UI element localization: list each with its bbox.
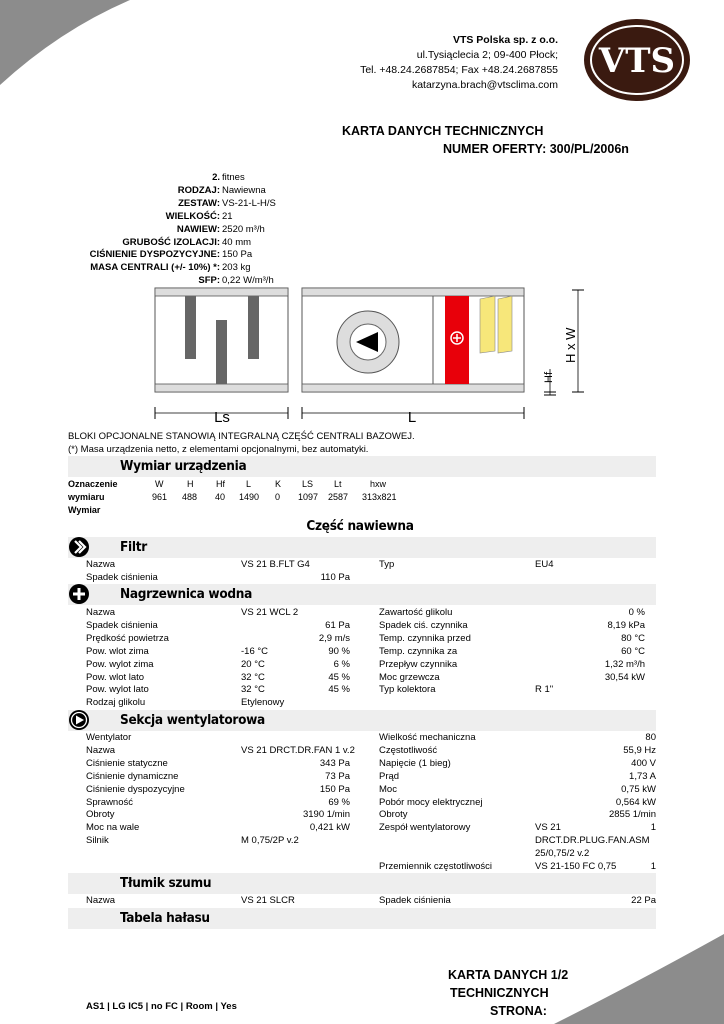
dim-value: 0: [275, 492, 281, 502]
table-cell: 0,75 kW: [621, 783, 656, 795]
doc-title: KARTA DANYCH TECHNICZNYCH: [342, 124, 544, 138]
heater-band: [68, 584, 656, 605]
table-row: [86, 696, 656, 709]
footer-line-2: TECHNICZNYCH: [450, 986, 549, 1000]
table-cell: 61 Pa: [325, 619, 350, 631]
table-cell: DRCT.DR.PLUG.FAN.ASM: [535, 835, 650, 847]
table-cell: 20 °C: [241, 658, 265, 670]
param-value: 40 mm: [222, 236, 252, 248]
table-cell: 45 %: [328, 671, 350, 683]
table-cell: Pobór mocy elektrycznej: [379, 796, 483, 808]
fan-play-icon: [69, 710, 89, 730]
table-row: [86, 796, 656, 809]
table-cell: 343 Pa: [319, 757, 350, 769]
table-cell: 150 Pa: [319, 783, 350, 795]
param-key: SFP:: [198, 275, 220, 287]
footer-line-3: STRONA:: [490, 1004, 547, 1018]
table-cell: Nazwa: [86, 559, 116, 570]
param-value: 2520 m³/h: [222, 223, 265, 235]
table-cell: 110 Pa: [320, 571, 350, 583]
table-cell: Temp. czynnika za: [379, 645, 458, 657]
param-key: RODZAJ:: [177, 184, 220, 196]
table-cell: Obroty: [379, 809, 408, 821]
svg-text:H x W: H x W: [563, 327, 578, 363]
dimensions-table: [68, 478, 468, 518]
param-key: WIELKOŚĆ:: [165, 210, 220, 222]
svg-text:Hf: Hf: [543, 372, 555, 383]
note-optional-blocks: BLOKI OPCJONALNE STANOWIĄ INTEGRALNĄ CZĘŚĆ CENTRALI BAZOWEJ.: [68, 431, 415, 442]
table-row: [86, 683, 656, 696]
note-mass: (*) Masa urządzenia netto, z elementami opcjonalnymi, bez automatyki.: [68, 444, 369, 455]
footer-config: AS1 | LG IC5 | no FC | Room | Yes: [86, 1001, 237, 1012]
param-key: CIŚNIENIE DYSPOZYCYJNE:: [89, 249, 220, 261]
fan-band: [68, 710, 656, 731]
table-cell: Pow. wlot lato: [86, 671, 145, 683]
filter-icon: [69, 537, 89, 557]
unit-drawing: [150, 285, 590, 430]
table-row: [86, 821, 656, 834]
logo-text: VTS: [598, 41, 676, 81]
table-row: [86, 744, 656, 757]
footer-line-1: KARTA DANYCH 1/2: [448, 968, 569, 982]
dim-header: hxw: [370, 479, 387, 489]
company-header: [360, 33, 558, 93]
table-cell: Spadek ciś. czynnika: [379, 619, 468, 631]
table-cell: Typ kolektora: [379, 684, 436, 696]
corner-decoration-top: [0, 0, 140, 90]
table-cell: -16 °C: [241, 645, 269, 657]
table-cell: 60 °C: [621, 645, 645, 657]
table-cell: M 0,75/2P v.2: [241, 835, 299, 847]
table-cell: 32 °C: [241, 671, 265, 683]
table-cell: Temp. czynnika przed: [379, 632, 471, 644]
table-row: [86, 808, 656, 821]
dimensions-band: [68, 456, 656, 477]
table-row: [86, 847, 656, 860]
table-cell: Moc na wale: [86, 822, 140, 834]
table-cell: 0,564 kW: [615, 796, 656, 808]
param-value: fitnes: [222, 172, 245, 183]
table-row: [86, 783, 656, 796]
table-cell: Nazwa: [86, 744, 116, 756]
table-cell: Obroty: [86, 809, 115, 821]
param-key: GRUBOŚĆ IZOLACJI:: [122, 236, 220, 248]
table-row: [86, 606, 656, 619]
table-cell: Rodzaj glikolu: [86, 697, 146, 709]
dim-value: 2587: [328, 492, 349, 502]
dim-header: LS: [302, 479, 314, 489]
filter-title: Filtr: [120, 539, 147, 555]
dimensions-title: Wymiar urządzenia: [120, 458, 247, 474]
svg-text:L: L: [407, 409, 417, 426]
table-cell: Nazwa: [86, 895, 116, 906]
table-cell: Etylenowy: [241, 697, 285, 709]
silencer-band: [68, 873, 656, 894]
noise-title: Tabela hałasu: [120, 910, 210, 926]
heater-plus-icon: [69, 584, 89, 604]
table-row: [86, 571, 656, 584]
table-cell: Nazwa: [86, 607, 116, 618]
table-cell: 6 %: [333, 658, 350, 670]
section-title: Część nawiewna: [306, 518, 414, 534]
table-cell: Zawartość glikolu: [379, 607, 453, 618]
corner-decoration-bottom: [554, 934, 724, 1024]
table-cell: VS 21 DRCT.DR.FAN 1 v.2: [241, 744, 355, 756]
table-cell: 55,9 Hz: [623, 744, 656, 756]
dim-header: W: [155, 479, 164, 489]
table-cell: Częstotliwość: [379, 744, 438, 756]
table-row: [86, 658, 656, 671]
table-cell: 0,421 kW: [309, 822, 350, 834]
table-row: [86, 645, 656, 658]
table-cell: Przepływ czynnika: [379, 658, 458, 670]
table-row: [86, 757, 656, 770]
table-cell: Przemiennik częstotliwości: [379, 861, 492, 872]
table-cell: 400 V: [631, 757, 656, 769]
filter-band: [68, 537, 656, 558]
table-cell: R 1": [535, 684, 554, 696]
table-row: [86, 770, 656, 783]
table-cell: VS 21 B.FLT G4: [241, 559, 310, 570]
table-cell: Moc: [379, 783, 397, 795]
dim-label-1: Oznaczenie: [68, 479, 118, 489]
table-cell: 1,32 m³/h: [604, 658, 645, 670]
table-cell: 30,54 kW: [604, 671, 645, 683]
table-cell: 3190 1/min: [302, 809, 350, 821]
vts-logo: [583, 18, 691, 102]
table-row: [86, 632, 656, 645]
footer-page: [448, 966, 568, 1020]
table-cell: 2,9 m/s: [318, 632, 350, 644]
param-key: NAWIEW:: [176, 223, 220, 235]
param-value: VS-21-L-H/S: [222, 197, 276, 209]
unit-params: [60, 172, 290, 288]
dim-value: 313x821: [362, 492, 397, 502]
param-value: 21: [222, 210, 233, 222]
table-row: [86, 671, 656, 684]
table-cell: EU4: [535, 559, 554, 570]
table-cell: 90 %: [328, 645, 350, 657]
table-cell: Sprawność: [86, 796, 133, 808]
table-cell: 1: [650, 822, 656, 834]
table-cell: Moc grzewcza: [379, 671, 440, 683]
table-row: [86, 619, 656, 632]
table-cell: Ciśnienie dyspozycyjne: [86, 783, 185, 795]
table-cell: VS 21: [535, 822, 561, 834]
table-cell: Silnik: [86, 835, 109, 847]
table-cell: 1,73 A: [629, 770, 656, 782]
table-cell: Pow. wlot zima: [86, 645, 149, 657]
table-cell: 1: [650, 861, 656, 872]
param-value: Nawiewna: [222, 184, 266, 196]
table-cell: 25/0,75/2 v.2: [535, 848, 590, 860]
table-cell: 32 °C: [241, 684, 265, 696]
table-cell: 8,19 kPa: [607, 619, 645, 631]
table-cell: Pow. wylot zima: [86, 658, 154, 670]
dim-value: 1097: [298, 492, 319, 502]
param-value: 150 Pa: [222, 249, 253, 261]
company-name: VTS Polska sp. z o.o.: [452, 34, 558, 46]
table-row: [86, 834, 656, 847]
dim-header: L: [246, 479, 252, 489]
param-key: MASA CENTRALI (+/- 10%) *:: [90, 262, 220, 274]
table-cell: Prąd: [379, 770, 400, 782]
dim-header: Lt: [334, 479, 342, 489]
company-phone: Tel. +48.24.2687854; Fax +48.24.2687855: [360, 64, 558, 76]
dim-label-3: Wymiar: [68, 505, 101, 515]
table-cell: Napięcie (1 bieg): [379, 757, 451, 769]
dim-header: K: [275, 479, 282, 489]
table-cell: Prędkość powietrza: [86, 632, 169, 644]
company-email: katarzyna.brach@vtsclima.com: [411, 79, 558, 91]
table-cell: Wentylator: [86, 732, 132, 743]
table-cell: Spadek ciśnienia: [379, 895, 451, 906]
table-cell: 69 %: [328, 796, 350, 808]
table-cell: 2855 1/min: [608, 809, 656, 821]
table-cell: 45 %: [328, 684, 350, 696]
table-cell: VS 21-150 FC 0,75: [535, 861, 617, 872]
table-row: [86, 731, 656, 744]
table-cell: 22 Pa: [631, 895, 656, 906]
dim-header: Hf: [216, 479, 225, 489]
table-row: [86, 558, 656, 571]
table-cell: Typ: [379, 559, 395, 570]
noise-band: [68, 908, 656, 929]
silencer-title: Tłumik szumu: [120, 875, 212, 891]
dim-label-2: wymiaru: [68, 492, 105, 502]
table-cell: Ciśnienie dynamiczne: [86, 770, 179, 782]
table-cell: Spadek ciśnienia: [86, 619, 158, 631]
table-cell: VS 21 SLCR: [241, 895, 295, 906]
table-cell: 80 °C: [621, 632, 645, 644]
table-cell: Pow. wylot lato: [86, 684, 149, 696]
param-value: 0,22 W/m³/h: [222, 275, 274, 287]
heater-title: Nagrzewnica wodna: [120, 586, 252, 602]
table-cell: VS 21 WCL 2: [241, 607, 299, 618]
param-key: 2.: [212, 172, 220, 183]
table-cell: 80: [645, 732, 656, 743]
table-cell: Ciśnienie statyczne: [86, 757, 168, 769]
param-key: ZESTAW:: [178, 197, 220, 209]
dim-header: H: [187, 479, 194, 489]
table-cell: Zespół wentylatorowy: [379, 822, 471, 834]
dim-value: 488: [182, 492, 198, 502]
table-cell: 0 %: [628, 607, 645, 618]
table-cell: Spadek ciśnienia: [86, 571, 158, 583]
company-address: ul.Tysiąclecia 2; 09-400 Płock;: [416, 49, 558, 61]
dim-value: 961: [152, 492, 168, 502]
table-cell: Wielkość mechaniczna: [379, 732, 476, 743]
dim-value: 40: [215, 492, 226, 502]
fan-title: Sekcja wentylatorowa: [120, 712, 265, 728]
svg-text:Ls: Ls: [214, 409, 230, 426]
param-value: 203 kg: [222, 262, 251, 274]
table-cell: 73 Pa: [325, 770, 350, 782]
offer-number: NUMER OFERTY: 300/PL/2006n: [443, 142, 629, 156]
table-row: [86, 860, 656, 873]
table-row: [86, 894, 656, 907]
dim-value: 1490: [239, 492, 260, 502]
